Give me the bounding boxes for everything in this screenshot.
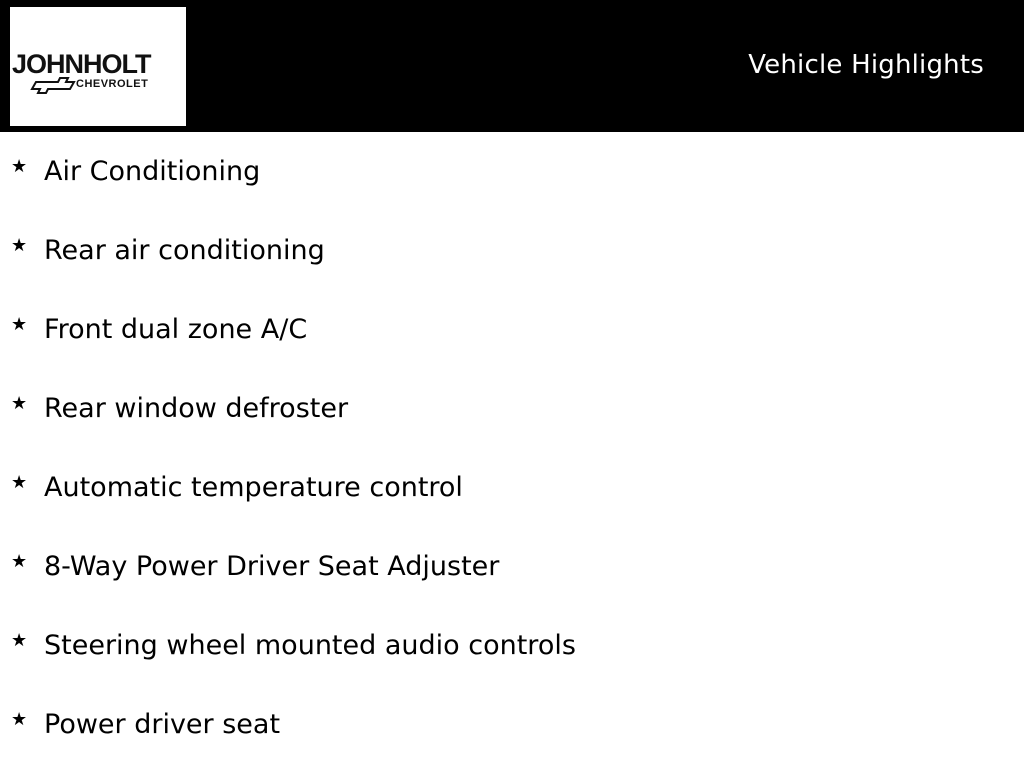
list-item bbox=[0, 211, 1024, 290]
page-title: Vehicle Highlights bbox=[748, 50, 984, 80]
feature-label: Rear air conditioning bbox=[44, 235, 325, 266]
list-item bbox=[0, 606, 1024, 685]
star-icon: ★ bbox=[11, 630, 28, 651]
feature-label: Steering wheel mounted audio controls bbox=[44, 630, 576, 661]
header-bar bbox=[0, 0, 1024, 132]
list-item bbox=[0, 132, 1024, 211]
list-item bbox=[0, 527, 1024, 606]
list-item bbox=[0, 685, 1024, 764]
feature-label: Automatic temperature control bbox=[44, 472, 463, 503]
list-item bbox=[0, 369, 1024, 448]
star-icon: ★ bbox=[11, 472, 28, 493]
list-item bbox=[0, 290, 1024, 369]
feature-label: Power driver seat bbox=[44, 709, 281, 740]
star-icon: ★ bbox=[11, 235, 28, 256]
list-item bbox=[0, 448, 1024, 527]
star-icon: ★ bbox=[11, 393, 28, 414]
feature-label: 8-Way Power Driver Seat Adjuster bbox=[44, 551, 500, 582]
dealer-logo bbox=[10, 7, 186, 126]
logo-line1: JOHNHOLT bbox=[12, 49, 151, 79]
star-icon: ★ bbox=[11, 314, 28, 335]
feature-label: Air Conditioning bbox=[44, 156, 261, 187]
star-icon: ★ bbox=[11, 156, 28, 177]
star-icon: ★ bbox=[11, 709, 28, 730]
logo-line2: CHEVROLET bbox=[76, 78, 149, 90]
feature-label: Rear window defroster bbox=[44, 393, 349, 424]
chevrolet-bowtie-icon bbox=[32, 78, 74, 93]
feature-list bbox=[0, 132, 1024, 764]
feature-label: Front dual zone A/C bbox=[44, 314, 308, 345]
dealer-logo-graphic bbox=[10, 7, 186, 126]
star-icon: ★ bbox=[11, 551, 28, 572]
